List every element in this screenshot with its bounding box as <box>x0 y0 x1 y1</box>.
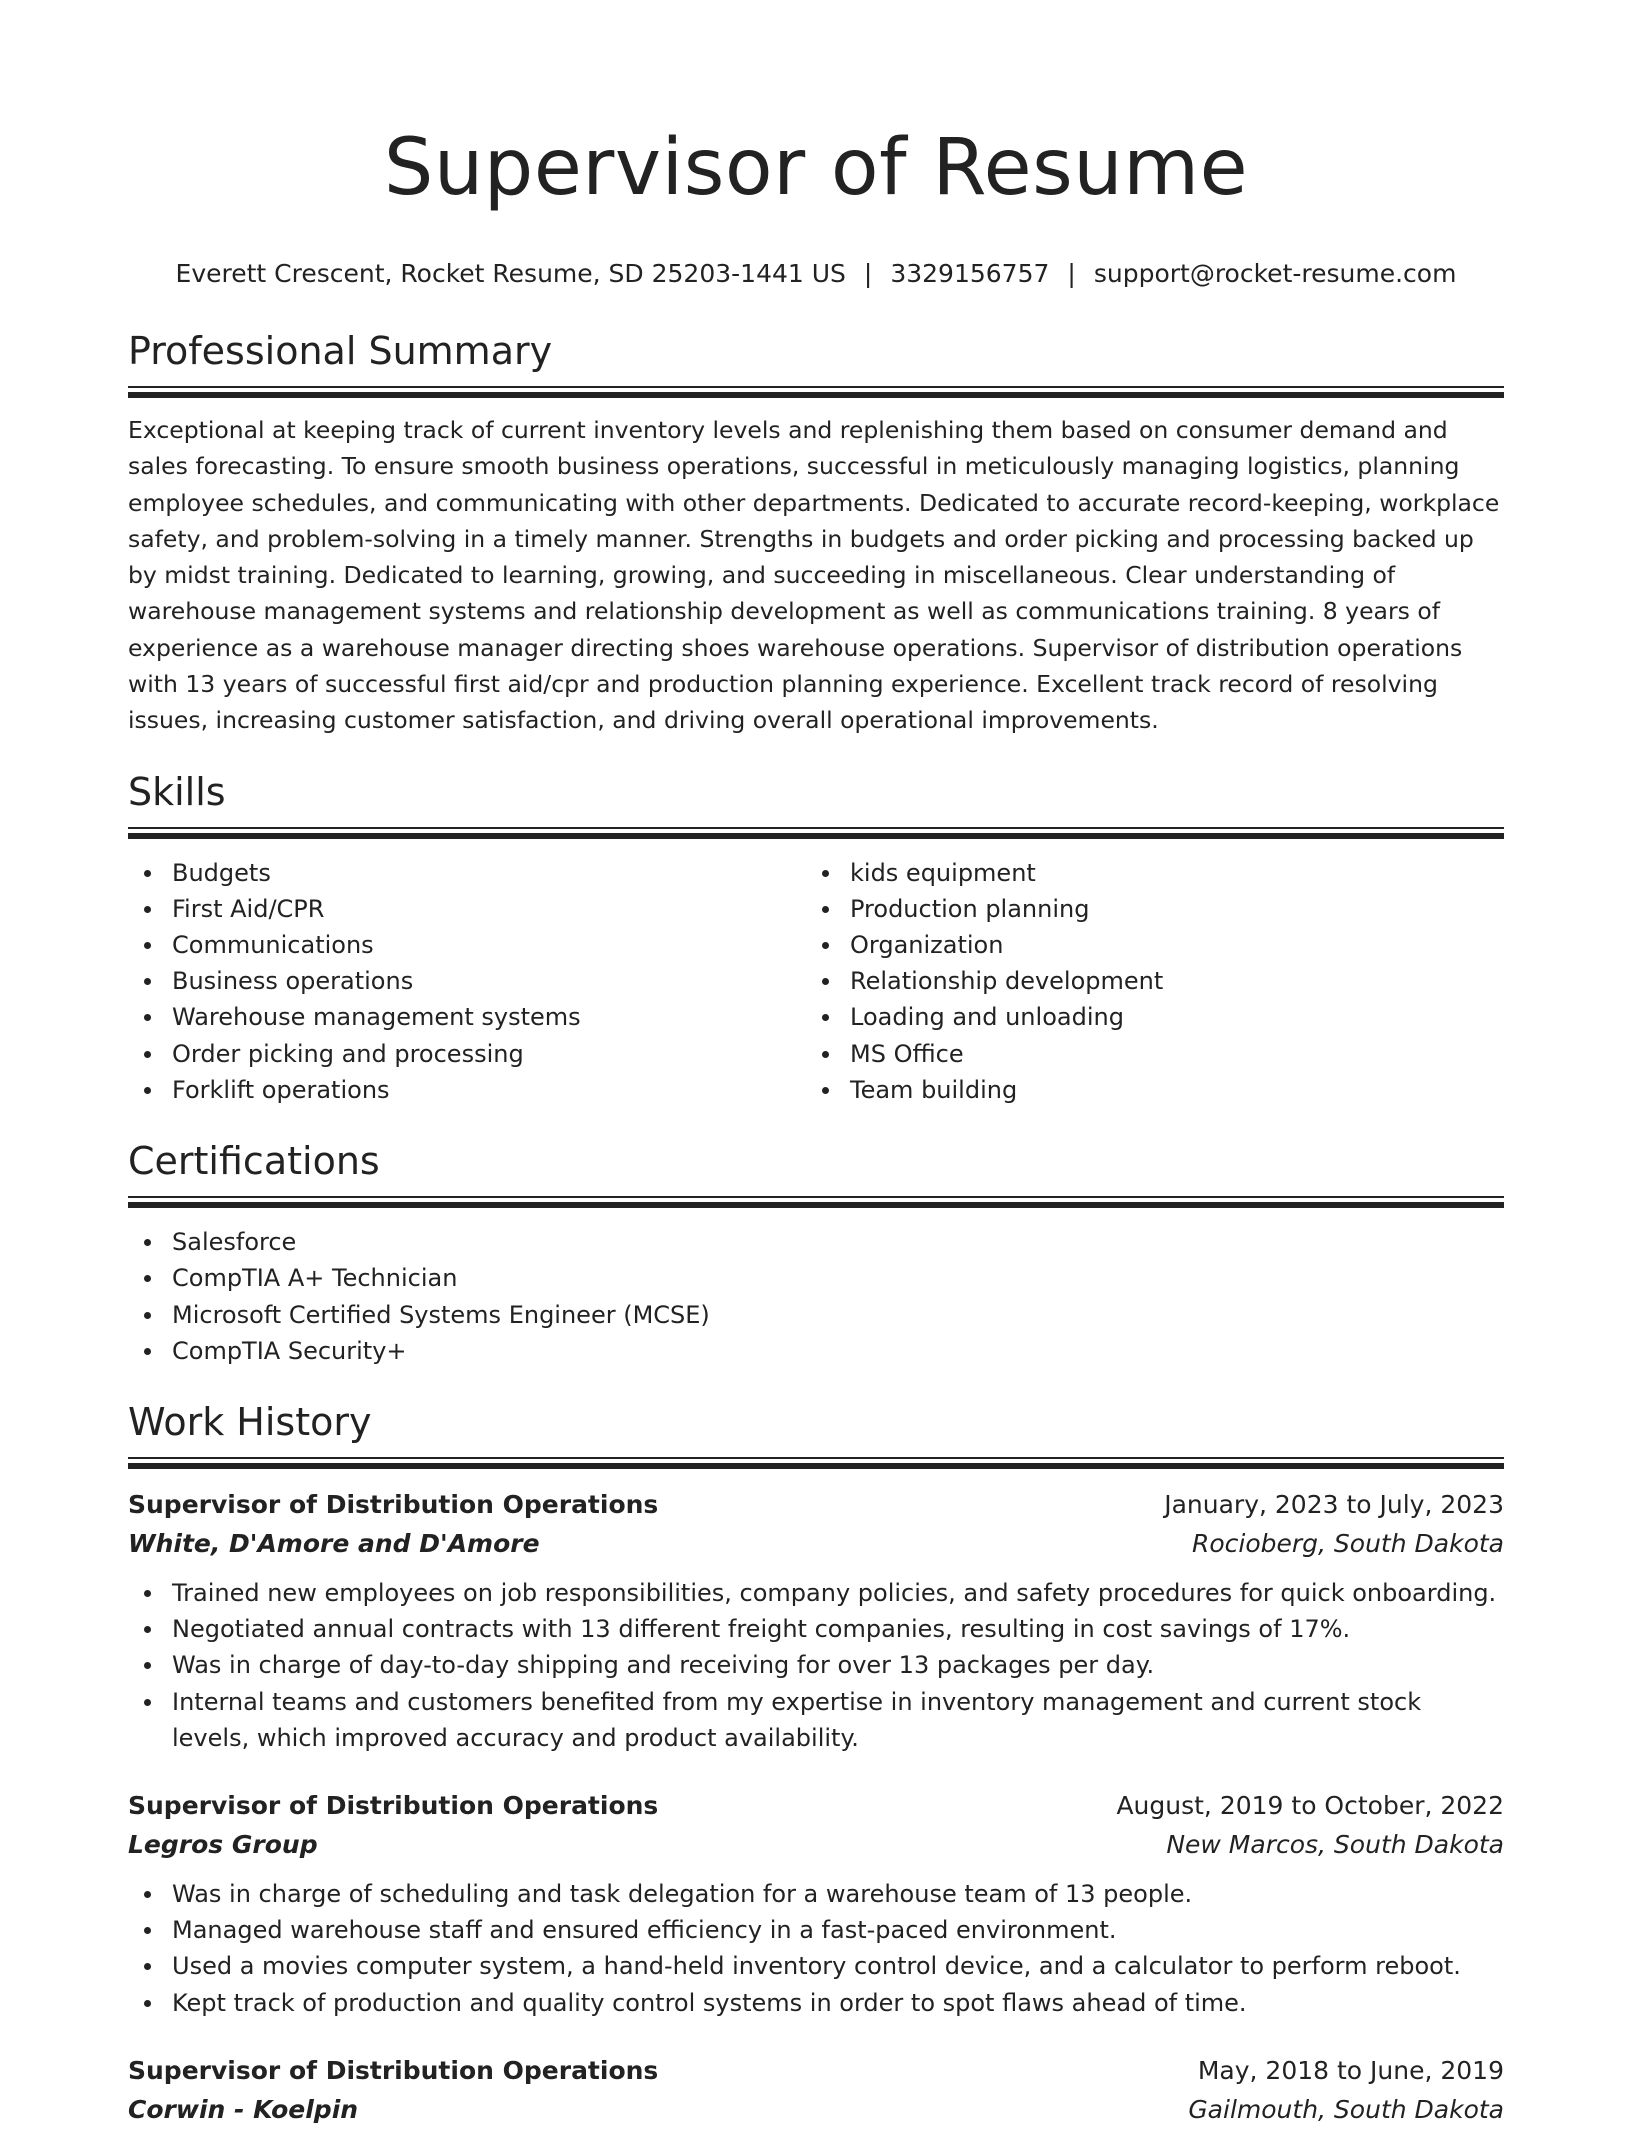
job-bullet: Kept track of production and quality control systems in order to spot flaws ahead of time. <box>128 1985 1504 2021</box>
skill-item: MS Office <box>806 1036 1484 1072</box>
job-location: Rocioberg, South Dakota <box>1191 1528 1504 1558</box>
job-bullet: Used a movies computer system, a hand-held inventory control device, and a calculator to perform reboot. <box>128 1948 1504 1984</box>
section-divider <box>128 1196 1504 1208</box>
contact-line <box>128 258 1504 290</box>
job-header-row <box>128 1786 1504 1826</box>
job-dates: January, 2023 to July, 2023 <box>1164 1489 1504 1519</box>
job-bullets <box>128 1876 1504 2021</box>
job-title: Supervisor of Distribution Operations <box>128 2055 659 2085</box>
job-entry <box>128 1786 1504 2021</box>
certification-item: Microsoft Certified Systems Engineer (MCSE) <box>128 1297 1504 1333</box>
contact-phone: 3329156757 <box>890 259 1050 288</box>
job-location: Gailmouth, South Dakota <box>1188 2094 1504 2124</box>
job-entry <box>128 1485 1504 1756</box>
job-bullet: Was in charge of day-to-day shipping and receiving for over 13 packages per day. <box>128 1647 1504 1683</box>
skill-item: Relationship development <box>806 963 1484 999</box>
job-company: Corwin - Koelpin <box>128 2094 359 2124</box>
job-header-row <box>128 1485 1504 1525</box>
job-company-row <box>128 1525 1504 1563</box>
contact-separator: | <box>863 259 873 288</box>
summary-heading: Professional Summary <box>128 329 553 373</box>
job-location: New Marcos, South Dakota <box>1166 1829 1504 1859</box>
summary-section <box>128 328 1504 739</box>
skill-item: Forklift operations <box>128 1072 806 1108</box>
section-divider <box>128 827 1504 839</box>
job-header-row <box>128 2051 1504 2091</box>
resume-title: Supervisor of Resume <box>383 123 1249 213</box>
skill-item: Warehouse management systems <box>128 999 806 1035</box>
section-divider <box>128 386 1504 398</box>
contact-address: Everett Crescent, Rocket Resume, SD 25203-1441 US <box>175 259 846 288</box>
job-bullet: Was in charge of scheduling and task delegation for a warehouse team of 13 people. <box>128 1876 1504 1912</box>
job-title: Supervisor of Distribution Operations <box>128 1790 659 1820</box>
skill-item: Communications <box>128 927 806 963</box>
skills-list-left <box>128 855 806 1108</box>
job-entry <box>128 2051 1504 2129</box>
certification-item: CompTIA A+ Technician <box>128 1260 1504 1296</box>
skills-columns <box>128 855 1504 1108</box>
job-bullet: Internal teams and customers benefited from my expertise in inventory management and current stock levels, which improved accuracy and product availability. <box>128 1684 1504 1756</box>
certification-item: Salesforce <box>128 1224 1504 1260</box>
skill-item: Business operations <box>128 963 806 999</box>
job-dates: May, 2018 to June, 2019 <box>1197 2055 1504 2085</box>
skill-item: First Aid/CPR <box>128 891 806 927</box>
summary-text: Exceptional at keeping track of current inventory levels and replenishing them based on consumer demand and sales forecasting. To ensure smooth business operations, successful in meticulously managing logistics, planning employee schedules, and communicating with other departments. Dedicated to accurate record-keeping, workplace safety, and problem-solving in a timely manner. Strengths in budgets and order picking and processing backed up by midst training. Dedicated to learning, growing, and succeeding in miscellaneous. Clear understanding of warehouse management systems and relationship development as well as communications training. 8 years of experience as a warehouse manager directing shoes warehouse operations. Supervisor of distribution operations with 13 years of successful first aid/cpr and production planning experience. Excellent track record of resolving issues, increasing customer satisfaction, and driving overall operational improvements. <box>128 416 1500 735</box>
skill-item: Team building <box>806 1072 1484 1108</box>
skill-item: Organization <box>806 927 1484 963</box>
skills-heading: Skills <box>128 769 226 814</box>
job-company: Legros Group <box>128 1829 318 1859</box>
work-history-heading: Work History <box>128 1399 372 1444</box>
skill-item: Production planning <box>806 891 1484 927</box>
job-title: Supervisor of Distribution Operations <box>128 1489 659 1519</box>
job-bullet: Trained new employees on job responsibilities, company policies, and safety procedures for quick onboarding. <box>128 1575 1504 1611</box>
contact-email: support@rocket-resume.com <box>1093 259 1457 288</box>
work-history-section <box>128 1399 1504 2129</box>
certifications-section <box>128 1138 1504 1369</box>
job-company-row <box>128 1826 1504 1864</box>
certifications-list <box>128 1224 1504 1369</box>
certification-item: CompTIA Security+ <box>128 1333 1504 1369</box>
job-company: White, D'Amore and D'Amore <box>128 1528 540 1558</box>
skills-section <box>128 769 1504 1108</box>
job-dates: August, 2019 to October, 2022 <box>1116 1790 1504 1820</box>
skill-item: kids equipment <box>806 855 1484 891</box>
certifications-heading: Certifications <box>128 1139 380 1184</box>
job-bullets <box>128 1575 1504 1756</box>
skill-item: Order picking and processing <box>128 1036 806 1072</box>
job-company-row <box>128 2091 1504 2129</box>
skills-list-right <box>806 855 1484 1108</box>
job-bullet: Managed warehouse staff and ensured efficiency in a fast-paced environment. <box>128 1912 1504 1948</box>
skill-item: Loading and unloading <box>806 999 1484 1035</box>
contact-separator: | <box>1067 259 1076 288</box>
job-bullet: Negotiated annual contracts with 13 different freight companies, resulting in cost savings of 17%. <box>128 1611 1504 1647</box>
skill-item: Budgets <box>128 855 806 891</box>
section-divider <box>128 1457 1504 1469</box>
